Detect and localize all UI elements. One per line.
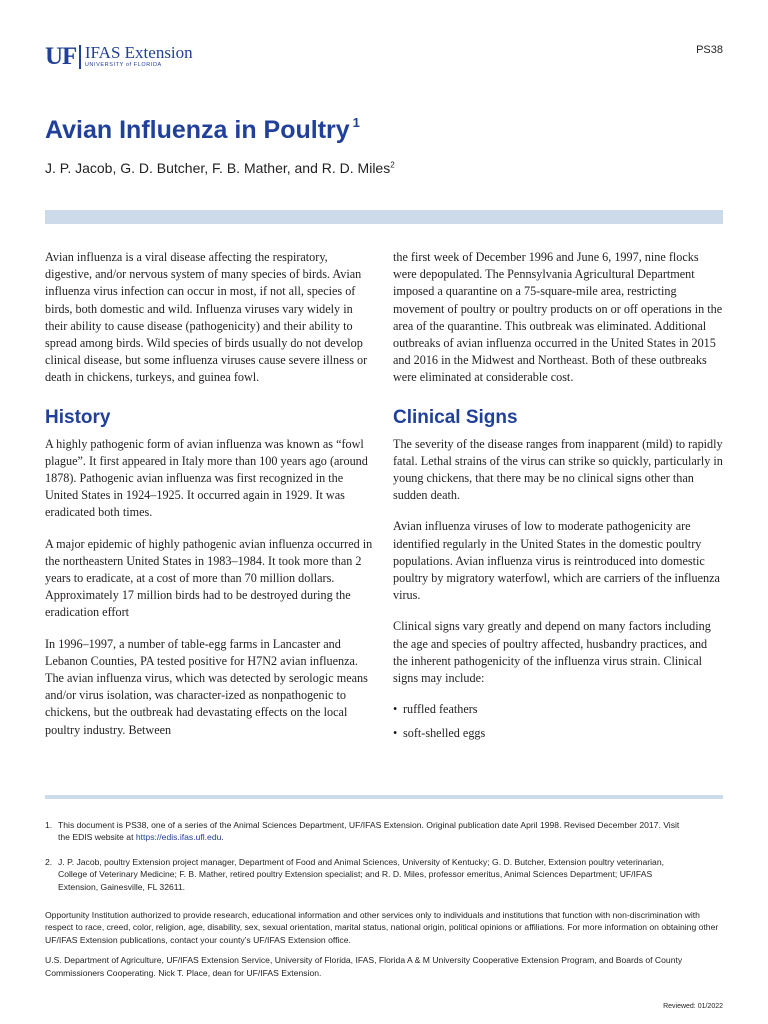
footnote-2 bbox=[45, 856, 685, 893]
list-item-text: soft-shelled eggs bbox=[403, 726, 486, 741]
history-paragraph-1: A highly pathogenic form of avian influenza was known as “fowl plague”. It first appeared in Italy more than 100 years ago (around 1878). Pathogenic avian influenza was first recognized in the United States in 1924–1925. It occurred again in 1929. It was eradicated both times. bbox=[45, 436, 368, 520]
footnote-number: 1. bbox=[45, 820, 53, 830]
clinical-paragraph-1: The severity of the disease ranges from inapparent (mild) to rapidly fatal. Lethal strains of the virus can strike so quickly, particularly in young chickens, that there may be no clinical signs other than sudden death. bbox=[393, 436, 723, 503]
cooperation-statement: U.S. Department of Agriculture, UF/IFAS Extension Service, University of Florida, IFAS, Florida A & M University Cooperative Extension Program, and Boards of County Commissioners Cooperating. Nick T. Place, dean for UF/IFAS Extension. bbox=[45, 955, 683, 978]
clinical-paragraph-3: Clinical signs vary greatly and depend on many factors including the age and species of poultry affected, husbandry practices, and the inherent pathogenicity of the influenza virus strain. Clinical signs may include: bbox=[393, 619, 711, 686]
footer-divider-band bbox=[45, 795, 723, 799]
history-heading: History bbox=[45, 406, 111, 428]
authors-text: J. P. Jacob, G. D. Butcher, F. B. Mather, and R. D. Miles bbox=[45, 160, 391, 176]
reviewed-date: Reviewed: 01/2022 bbox=[663, 1003, 723, 1010]
nondiscrimination-statement: Opportunity Institution authorized to provide research, educational information and other services only to individuals and institutions that function with non-discrimination with respect to race, creed, color, religion, age, disability, sex, sexual orientation, marital status, national origin, political opinions or affiliations. For more information on obtaining other UF/IFAS Extension publications, contact your county’s UF/IFAS Extension office. bbox=[45, 910, 719, 945]
right-column bbox=[393, 249, 723, 750]
bullet-icon: • bbox=[393, 726, 398, 741]
list-item-text: ruffled feathers bbox=[403, 702, 478, 717]
footnote-body bbox=[58, 819, 685, 844]
history-paragraph-3: In 1996–1997, a number of table-egg farms in Lancaster and Lebanon Counties, PA tested positive for H7N2 avian influenza. The avian influenza virus, which was detected by serologic means and/or virus isolation, was character-ized as nonpathogenic to chickens, but the outbreak had devastating effects on the local poultry industry. Between bbox=[45, 636, 368, 737]
document-title bbox=[45, 116, 360, 145]
footnote-1 bbox=[45, 819, 685, 844]
header-divider-band bbox=[45, 210, 723, 224]
authors-footnote-mark: 2 bbox=[390, 160, 395, 170]
clinical-signs-heading: Clinical Signs bbox=[393, 406, 518, 428]
logo-text bbox=[85, 43, 193, 69]
legal-notice bbox=[45, 909, 725, 987]
uf-ifas-logo bbox=[45, 43, 193, 73]
footnote-text: J. P. Jacob, poultry Extension project manager, Department of Food and Animal Sciences, University of Kentucky; G. D. Butcher, Extension poultry veterinarian, College of Veterinary Medicine; F. B. Mather, retired poultry Extension specialist; and R. D. Miles, professor emeritus, Animal Sciences Department; UF/IFAS Extension, Gainesville, FL 32611. bbox=[58, 856, 665, 892]
footnote-text: This document is PS38, one of a series of the Animal Sciences Department, UF/IFAS Extension. Original publication date April 1998. Revised December 2017. Visit the EDIS website at bbox=[58, 820, 680, 843]
bullet-icon: • bbox=[393, 702, 398, 717]
logo-ifas-extension: IFAS Extension bbox=[84, 43, 193, 62]
history-paragraph-2: A major epidemic of highly pathogenic avian influenza occurred in the northeastern United States in 1983–1984. It took more than 2 years to eradicate, at a cost of more than 70 million dollars. Approximately 17 million birds had to be destroyed during the eradication effort bbox=[45, 536, 373, 620]
edis-website-link[interactable]: https://edis.ifas.ufl.edu bbox=[135, 832, 222, 843]
document-code: PS38 bbox=[696, 44, 723, 56]
authors-line bbox=[45, 160, 395, 176]
footnote-number: 2. bbox=[45, 856, 53, 867]
logo-uf-mark: UF bbox=[45, 43, 77, 70]
clinical-paragraph-2: Avian influenza viruses of low to moderate pathogenicity are identified regularly in the United States in the domestic poultry populations. Avian influenza virus is reintroduced into domestic poultry by migratory waterfowl, which are carriers of the influenza virus. bbox=[393, 519, 720, 603]
list-item bbox=[393, 701, 723, 718]
logo-divider bbox=[79, 45, 81, 69]
footnote-text-end: . bbox=[221, 832, 224, 843]
left-column bbox=[45, 249, 375, 753]
logo-university: UNIVERSITY of FLORIDA bbox=[84, 62, 162, 68]
title-text: Avian Influenza in Poultry bbox=[45, 116, 350, 144]
list-item bbox=[393, 725, 723, 742]
intro-paragraph: Avian influenza is a viral disease affecting the respiratory, digestive, and/or nervous system of many species of birds. Avian influenza virus infection can occur in most, if not all, species of birds, both domestic and wild. Influenza viruses vary widely in their ability to cause disease (pathogenicity) and their ability to spread among birds. Wild species of birds usually do not develop clinical disease, but some influenza viruses cause severe illness or death in chickens, turkeys, and guinea fowl. bbox=[45, 250, 368, 385]
title-footnote-mark: 1 bbox=[352, 114, 360, 130]
clinical-signs-list bbox=[393, 701, 723, 742]
footnotes bbox=[45, 819, 685, 893]
continued-paragraph: the first week of December 1996 and June 6, 1997, nine flocks were depopulated. The Pennsylvania Agricultural Department imposed a quarantine on a 75-square-mile area, restricting movement of poultry or poultry products on or off operations in the area of the quarantine. This outbreak was eliminated. Additional outbreaks of avian influenza occurred in the United States in 2015 and 2016 in the Midwest and Northeast. Both of these outbreaks were eliminated at considerable cost. bbox=[393, 250, 723, 385]
